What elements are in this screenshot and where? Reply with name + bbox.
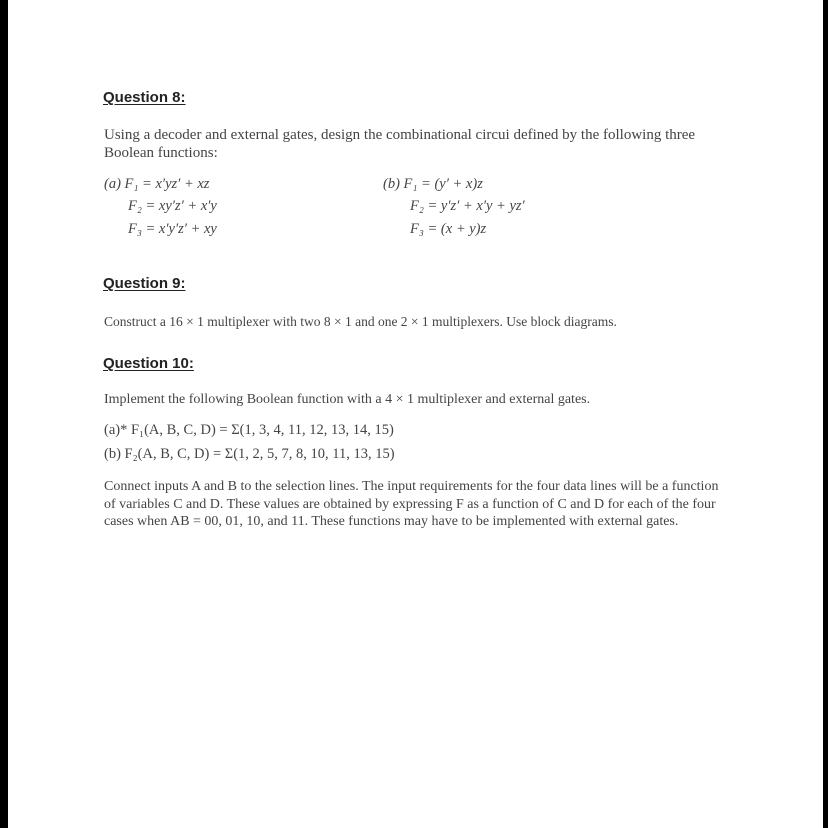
question-9-title: Question 9: bbox=[103, 275, 186, 292]
q10-function-b: (b) F₂(A, B, C, D) = Σ(1, 2, 5, 7, 8, 10, 11, 13, 15) bbox=[104, 446, 395, 462]
question-8-title: Question 8: bbox=[103, 89, 186, 106]
q8-part-a-f1: (a) F₁ = x′yz′ + xz bbox=[104, 176, 210, 192]
question-9-text: Construct a 16 × 1 multiplexer with two 8 × 1 and one 2 × 1 multiplexers. Use block diagrams. bbox=[104, 314, 617, 329]
q8-part-b-f2: F₂ = y′z′ + x′y + yz′ bbox=[410, 198, 525, 214]
q8-part-a-f3: F₃ = x′y′z′ + xy bbox=[128, 221, 217, 237]
question-10-paragraph: Connect inputs A and B to the selection lines. The input requirements for the four data lines will be a function of variables C and D. These values are obtained by expressing F as a function of C and D for each of the four cases when AB = 00, 01, 10, and 11. These functions may have to be implemented with external gates. bbox=[104, 479, 719, 529]
q8-part-a-f2: F₂ = xy′z′ + x′y bbox=[128, 198, 217, 214]
question-10-text: Implement the following Boolean function with a 4 × 1 multiplexer and external gates. bbox=[104, 392, 591, 407]
q8-part-b-f3: F₃ = (x + y)z bbox=[410, 221, 487, 237]
question-10-title: Question 10: bbox=[103, 355, 194, 372]
q8-part-b-f1: (b) F₁ = (y′ + x)z bbox=[383, 176, 483, 192]
question-8-text: Using a decoder and external gates, design the combinational circui defined by the following three Boolean functions: bbox=[104, 127, 696, 161]
q10-function-a: (a)* F₁(A, B, C, D) = Σ(1, 3, 4, 11, 12, 13, 14, 15) bbox=[104, 422, 394, 438]
